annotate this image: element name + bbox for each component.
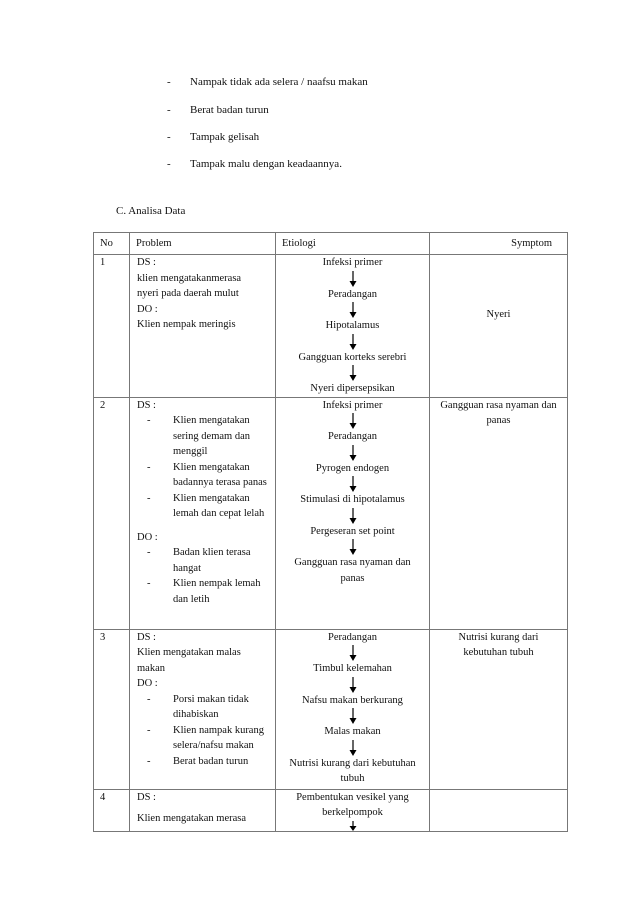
bullet-dash: - xyxy=(167,104,171,116)
symptom-cell xyxy=(430,789,568,831)
symptom-cell xyxy=(430,397,568,629)
etiologi-node: Infeksi primer xyxy=(322,257,383,268)
arrow-down-icon xyxy=(348,740,358,756)
header-symptom: Symptom xyxy=(430,233,568,255)
symptom-text: Nyeri xyxy=(486,309,511,320)
arrow-down-icon xyxy=(348,677,358,693)
etiologi-node: Peradangan xyxy=(328,431,377,442)
list-dash: - xyxy=(147,755,151,767)
row-number: 2 xyxy=(94,397,130,629)
etiologi-cell xyxy=(276,789,430,831)
symptom-cell xyxy=(430,629,568,789)
list-dash: - xyxy=(147,461,151,473)
list-text: Badan klien terasa hangat xyxy=(173,547,251,574)
list-text: Berat badan turun xyxy=(173,755,249,767)
bullet-dash: - xyxy=(167,158,171,170)
ds-label: DS : xyxy=(137,631,156,643)
etiologi-node: Pergeseran set point xyxy=(310,525,395,537)
arrow-down-icon xyxy=(348,302,358,318)
arrow-down-icon xyxy=(348,821,358,831)
etiologi-node: Nyeri dipersepsikan xyxy=(310,383,395,394)
arrow-down-icon xyxy=(348,271,358,287)
arrow-down-icon xyxy=(348,334,358,350)
etiologi-cell xyxy=(276,255,430,398)
symptom-text: Gangguan rasa nyaman dan panas xyxy=(440,399,557,426)
row-number: 1 xyxy=(94,255,130,398)
problem-cell xyxy=(130,255,276,398)
list-item xyxy=(147,545,275,576)
do-text: Klien nempak meringis xyxy=(137,319,236,330)
problem-cell xyxy=(130,789,276,831)
ds-text: klien mengatakanmerasa xyxy=(137,272,242,284)
table-row xyxy=(94,255,568,398)
etiologi-node: Nafsu makan berkurang xyxy=(302,694,403,706)
table-header-row xyxy=(94,233,568,255)
etiologi-node: Gangguan rasa nyaman dan panas xyxy=(294,557,411,584)
symptom-cell xyxy=(430,255,568,398)
header-problem: Problem xyxy=(130,233,276,255)
bullet-text: Berat badan turun xyxy=(190,104,269,116)
list-item xyxy=(147,754,275,770)
etiologi-node: Gangguan korteks serebri xyxy=(298,351,407,363)
list-dash: - xyxy=(147,547,151,558)
list-text: Klien mengatakan lemah dan cepat lelah xyxy=(173,492,265,519)
ds-label: DS : xyxy=(137,399,156,411)
etiologi-node: Nutrisi kurang dari kebutuhan tubuh xyxy=(289,757,416,784)
list-item xyxy=(147,413,275,460)
etiologi-chain xyxy=(276,630,429,787)
do-label: DO : xyxy=(137,678,158,689)
arrow-down-icon xyxy=(348,508,358,524)
etiologi-node: Pyrogen endogen xyxy=(315,462,390,474)
header-etiologi: Etiologi xyxy=(276,233,430,255)
ds-text: nyeri pada daerah mulut xyxy=(137,288,239,299)
etiologi-node: Hipotalamus xyxy=(325,320,380,331)
list-item xyxy=(147,491,275,522)
etiologi-node: Timbul kelemahan xyxy=(313,663,392,674)
header-no: No xyxy=(94,233,130,255)
table-row xyxy=(94,789,568,831)
analisa-data-table xyxy=(93,232,568,832)
table-row xyxy=(94,629,568,789)
bullet-dash: - xyxy=(167,76,171,88)
etiologi-cell xyxy=(276,629,430,789)
bullet-dash: - xyxy=(167,131,171,143)
list-text: Klien mengatakan sering demam dan menggil xyxy=(173,415,250,457)
etiologi-chain xyxy=(276,398,429,587)
arrow-down-icon xyxy=(348,365,358,381)
bullet-text: Tampak gelisah xyxy=(190,131,260,143)
row-number: 4 xyxy=(94,789,130,831)
ds-label: DS : xyxy=(137,257,156,268)
etiologi-node: Peradangan xyxy=(328,288,377,300)
do-label: DO : xyxy=(137,531,158,543)
ds-text: Klien mengatakan merasa xyxy=(137,813,247,824)
list-dash: - xyxy=(147,693,151,705)
symptom-text: Nutrisi kurang dari kebutuhan tubuh xyxy=(458,631,539,658)
list-text: Klien mengatakan badannya terasa panas xyxy=(173,461,267,488)
list-text: Porsi makan tidak dihabiskan xyxy=(173,693,249,720)
problem-cell xyxy=(130,397,276,629)
bullet-text: Nampak tidak ada selera / naafsu makan xyxy=(190,76,368,88)
problem-cell xyxy=(130,629,276,789)
arrow-down-icon xyxy=(348,413,358,429)
arrow-down-icon xyxy=(348,539,358,555)
ds-label: DS : xyxy=(137,791,156,803)
arrow-down-icon xyxy=(348,645,358,661)
list-item xyxy=(147,460,275,491)
arrow-down-icon xyxy=(348,476,358,492)
list-text: Klien nampak kurang selera/nafsu makan xyxy=(173,724,264,751)
etiologi-node: Infeksi primer xyxy=(322,399,383,411)
row-number: 3 xyxy=(94,629,130,789)
list-dash: - xyxy=(147,415,151,426)
section-title: C. Analisa Data xyxy=(116,205,186,217)
list-item xyxy=(147,723,275,754)
list-item xyxy=(147,692,275,723)
ds-text: Klien mengatakan malas xyxy=(137,647,241,658)
list-dash: - xyxy=(147,492,151,504)
bullet-text: Tampak malu dengan keadaannya. xyxy=(190,158,342,170)
etiologi-cell xyxy=(276,397,430,629)
etiologi-node: Peradangan xyxy=(328,631,377,643)
list-text: Klien nempak lemah dan letih xyxy=(173,578,261,605)
do-label: DO : xyxy=(137,303,158,315)
arrow-down-icon xyxy=(348,708,358,724)
etiologi-node: Malas makan xyxy=(324,726,381,737)
arrow-down-icon xyxy=(348,445,358,461)
etiologi-node: Pembentukan vesikel yang berkelpompok xyxy=(296,791,409,818)
list-dash: - xyxy=(147,724,151,736)
etiologi-chain xyxy=(276,255,429,397)
etiologi-node: Stimulasi di hipotalamus xyxy=(300,494,405,505)
table-row xyxy=(94,397,568,629)
list-dash: - xyxy=(147,578,151,589)
ds-text: makan xyxy=(137,662,165,674)
list-item xyxy=(147,576,275,607)
